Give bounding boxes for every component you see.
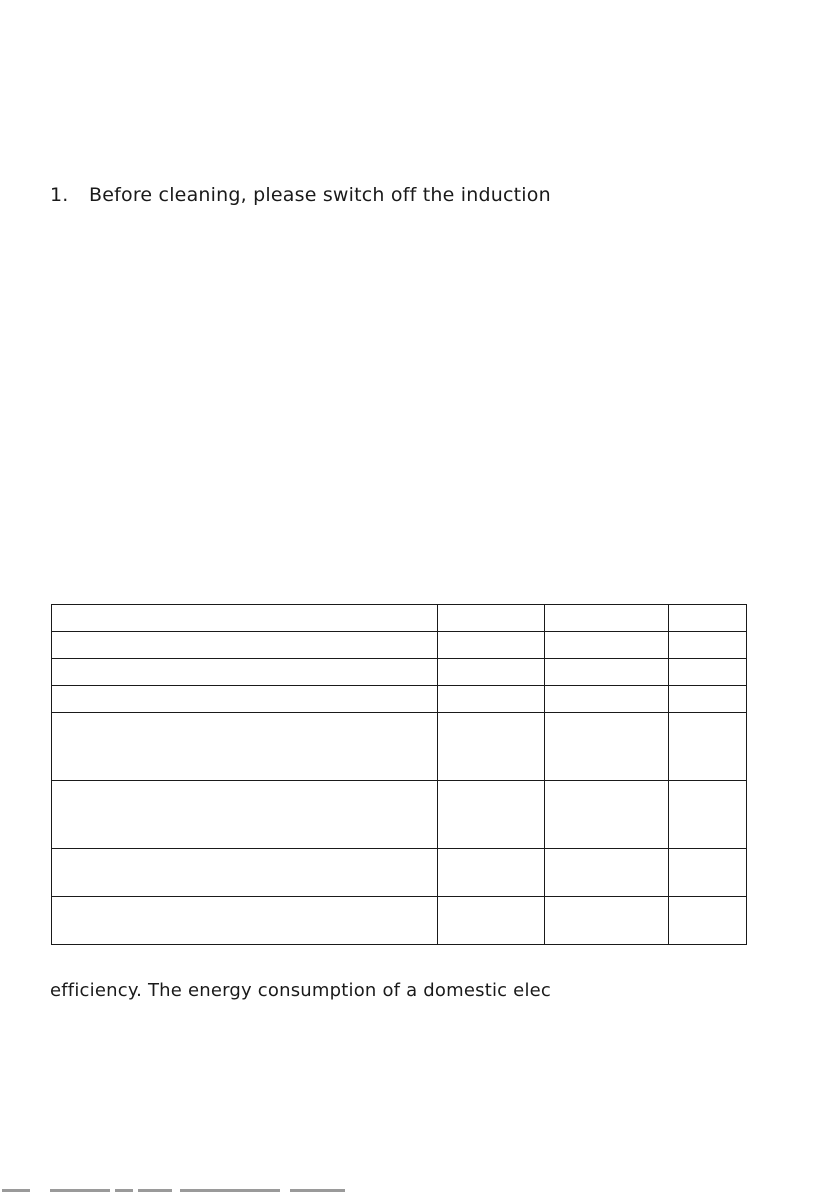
table-cell	[52, 713, 438, 781]
table-cell	[438, 781, 545, 849]
table-cell	[669, 605, 747, 632]
cleaning-instruction-text: Before cleaning, please switch off the induction	[89, 184, 551, 206]
table-cell	[669, 632, 747, 659]
table-cell	[438, 713, 545, 781]
specification-table	[51, 604, 747, 945]
table-row	[52, 659, 747, 686]
table-cell	[438, 659, 545, 686]
table-row	[52, 632, 747, 659]
table-cell	[52, 781, 438, 849]
table-cell	[545, 849, 669, 897]
table-cell	[669, 713, 747, 781]
table-row	[52, 713, 747, 781]
table-row	[52, 849, 747, 897]
table-cell	[669, 659, 747, 686]
table-cell	[52, 686, 438, 713]
table-row	[52, 605, 747, 632]
table-cell	[52, 632, 438, 659]
energy-efficiency-paragraph: efficiency. The energy consumption of a domestic elec	[50, 980, 552, 1001]
table-cell	[438, 605, 545, 632]
table-cell	[545, 605, 669, 632]
table-cell	[669, 849, 747, 897]
table-cell	[52, 659, 438, 686]
table-cell	[438, 686, 545, 713]
step-number: 1.	[50, 184, 69, 206]
table-row	[52, 686, 747, 713]
table-cell	[52, 897, 438, 945]
table-cell	[545, 686, 669, 713]
table-cell	[52, 849, 438, 897]
table-cell	[438, 632, 545, 659]
table-cell	[52, 605, 438, 632]
table-cell	[438, 897, 545, 945]
table-cell	[545, 713, 669, 781]
table-cell	[669, 897, 747, 945]
table-cell	[545, 897, 669, 945]
table-cell	[545, 632, 669, 659]
table-cell	[669, 686, 747, 713]
table-row	[52, 781, 747, 849]
table-cell	[545, 781, 669, 849]
table-row	[52, 897, 747, 945]
table-cell	[669, 781, 747, 849]
table-cell	[545, 659, 669, 686]
cropped-text-strip	[0, 1186, 823, 1192]
table-cell	[438, 849, 545, 897]
